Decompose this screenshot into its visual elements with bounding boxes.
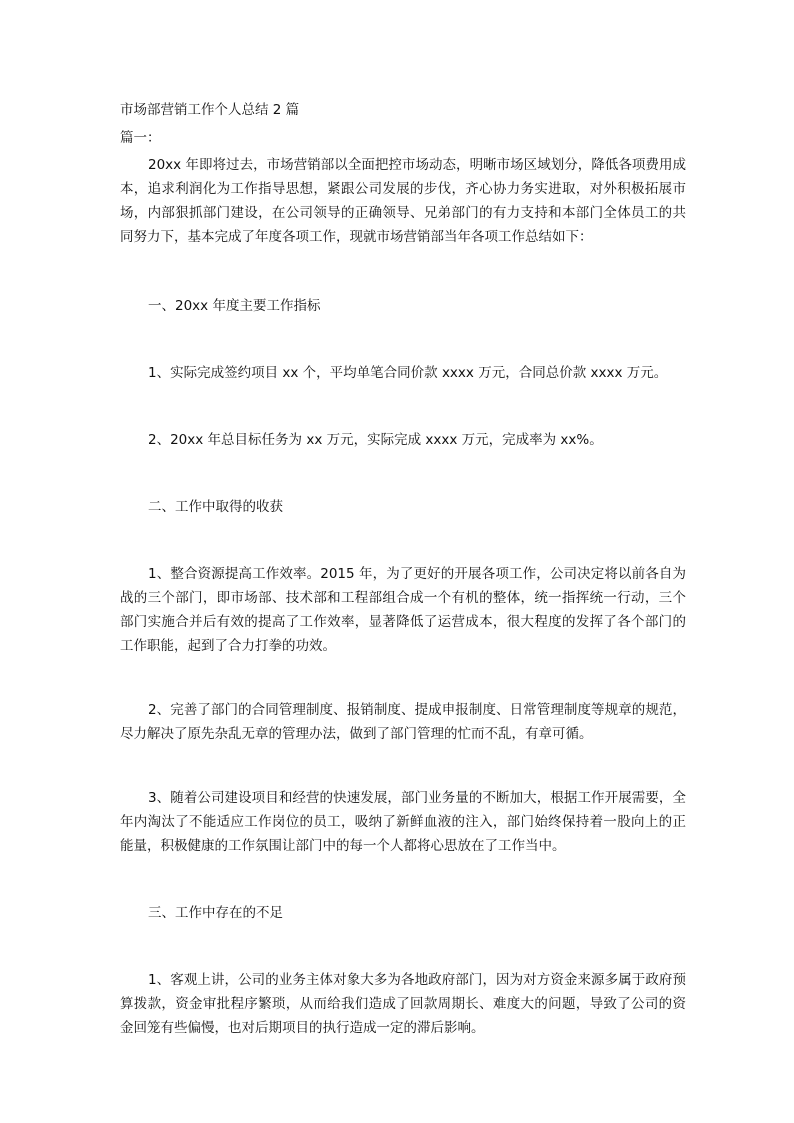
intro-paragraph: 20xx 年即将过去，市场营销部以全面把控市场动态，明晰市场区域划分，降低各项费用成本，追求利润化为工作指导思想，紧跟公司发展的步伐，齐心协力务实进取，对外积极拓展市场，内部狠抓部门建设，在公司领导的正确领导、兄弟部门的有力支持和本部门全体员工的共同努力下，基本完成了年度各项工作，现就市场营销部当年各项工作总结如下： [120, 157, 686, 245]
spacer [120, 858, 686, 901]
spacer [120, 658, 686, 698]
spacer [120, 385, 686, 428]
section-2-item-3: 3、随着公司建设项目和经营的快速发展，部门业务量的不断加大，根据工作开展需要，全年内淘汰了不能适应工作岗位的员工，吸纳了新鲜血液的注入，部门始终保持着一股向上的正能量，积极健康的工作氛围让部门中的每一个人都将心思放在了工作当中。 [120, 790, 686, 854]
section-heading-3: 三、工作中存在的不足 [148, 905, 283, 921]
spacer [120, 925, 686, 968]
document-body [120, 98, 686, 1040]
section-2-item-1: 1、整合资源提高工作效率。2015 年，为了更好的开展各项工作，公司决定将以前各自为战的三个部门，即市场部、技术部和工程部组合成一个有机的整体，统一指挥统一行动，三个部门实施合并后有效的提高了工作效率，显著降低了运营成本，很大程度的发挥了各个部门的工作职能，起到了合力打拳的功效。 [120, 566, 686, 654]
section-1-item-2: 2、20xx 年总目标任务为 xx 万元，实际完成 xxxx 万元，完成率为 xx%。 [148, 432, 603, 448]
section-heading-1: 一、20xx 年度主要工作指标 [148, 298, 321, 314]
section-heading-2: 二、工作中取得的收获 [148, 499, 283, 515]
section-3-item-1: 1、客观上讲，公司的业务主体对象大多为各地政府部门，因为对方资金来源多属于政府预算拨款，资金审批程序繁琐，从而给我们造成了回款周期长、难度大的问题，导致了公司的资金回笼有些偏慢，也对后期项目的执行造成一定的滞后影响。 [120, 972, 686, 1036]
section-2-item-2: 2、完善了部门的合同管理制度、报销制度、提成申报制度、日常管理制度等规章的规范，尽力解决了原先杂乱无章的管理办法，做到了部门管理的忙而不乱，有章可循。 [120, 702, 686, 742]
part-label: 篇一： [120, 130, 161, 146]
spacer [120, 318, 686, 361]
spacer [120, 746, 686, 786]
spacer [120, 452, 686, 495]
spacer [120, 249, 686, 294]
document-title: 市场部营销工作个人总结 2 篇 [120, 102, 300, 118]
section-1-item-1: 1、实际完成签约项目 xx 个，平均单笔合同价款 xxxx 万元，合同总价款 xxxx 万元。 [148, 365, 668, 381]
spacer [120, 519, 686, 562]
